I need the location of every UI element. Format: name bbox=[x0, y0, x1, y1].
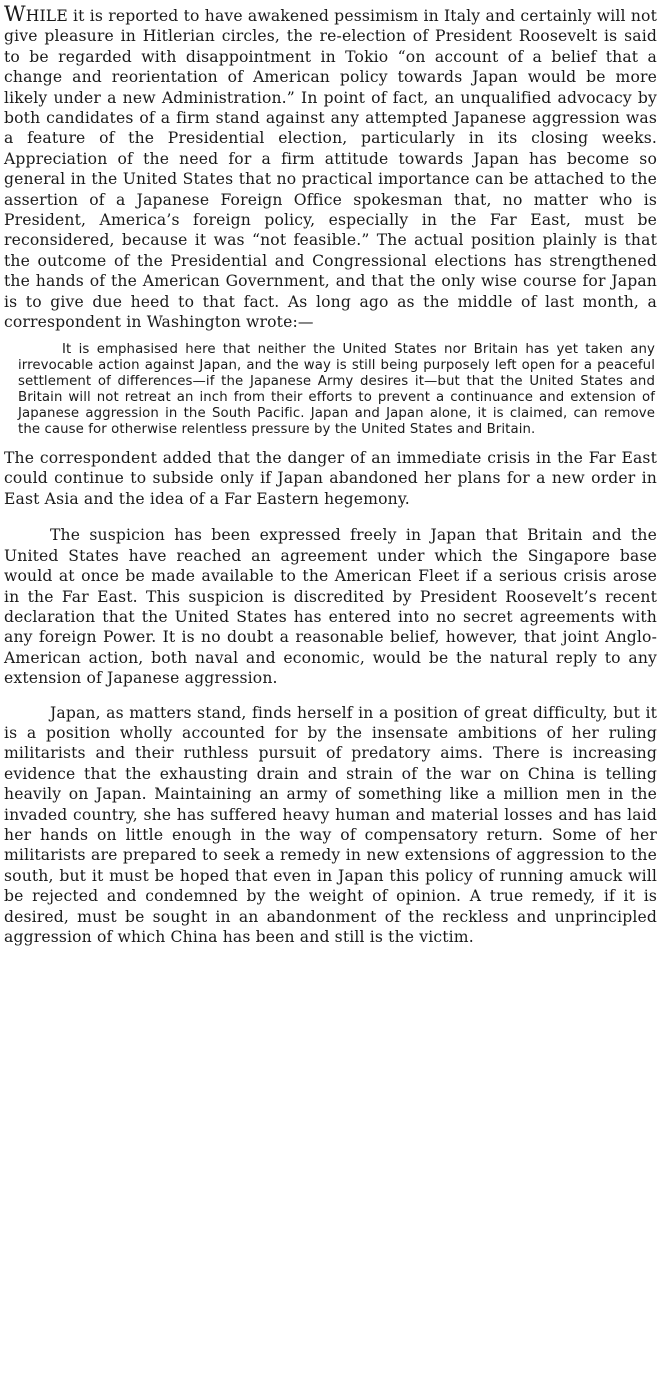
paragraph-suspicion: The suspicion has been expressed freely in Japan that Britain and the United States have reached an agreement under which the Singapore base would at once be made available to the American Fleet if a serious crisis arose in the Far East. This suspicion is discredited by President Roosevelt’s recent declaration that the United States has entered into no secret agreements with any foreign Power. It is no doubt a reasonable belief, however, that joint Anglo-American action, both naval and economic, would be the natural reply to any extension of Japanese aggression. bbox=[4, 526, 657, 688]
opening-paragraph: WHILE it is reported to have awakened pessimism in Italy and certainly will not give pleasure in Hitlerian circles, the re-election of President Roosevelt is said to be regarded with disappointment in Tokio “on account of a belief that a change and reorientation of American policy towards Japan would be more likely under a new Administration.” In point of fact, an unqualified advocacy by both candidates of a firm stand against any attempted Japanese aggression was a feature of the Presidential election, particularly in its closing weeks. Appreciation of the need for a firm attitude towards Japan has become so general in the United States that no practical importance can be attached to the assertion of a Japanese Foreign Office spokesman that, no matter who is President, America’s foreign policy, especially in the Far East, must be reconsidered, because it was “not feasible.” The actual position plainly is that the outcome of the Presidential and Congressional elections has strengthened the hands of the American Government, and that the only wise course for Japan is to give due heed to that fact. As long ago as the middle of last month, a correspondent in Washington wrote:— bbox=[4, 2, 657, 332]
paragraph-japan-difficulty: Japan, as matters stand, finds herself in a position of great difficulty, but it is a position wholly accounted for by the insensate ambitions of her ruling militarists and their ruthless pursuit of predatory aims. There is increasing evidence that the exhausting drain and strain of the war on China is telling heavily on Japan. Maintaining an army of something like a million men in the invaded country, she has suffered heavy human and material losses and has laid her hands on little enough in the way of compensatory return. Some of her militarists are prepared to seek a remedy in new extensions of aggression to the south, but it must be hoped that even in Japan this policy of running amuck will be rejected and condemned by the weight of opinion. A true remedy, if it is desired, must be sought in an abandonment of the reckless and unprincipled aggression of which China has been and still is the victim. bbox=[4, 703, 657, 946]
quoted-dispatch: It is emphasised here that neither the United States nor Britain has yet taken any irrevocable action against Japan, and the way is still being purposely left open for a peaceful settlement of differences—if the Japanese Army desires it—but that the United States and Britain will not retreat an inch from their efforts to prevent a continuance and extension of Japanese aggression in the South Pacific. Japan and Japan alone, it is claimed, can remove the cause for otherwise relentless pressure by the United States and Britain. bbox=[18, 341, 655, 437]
paragraph-correspondent: The correspondent added that the danger of an immediate crisis in the Far East could continue to subside only if Japan abandoned her plans for a new order in East Asia and the idea of a Far Eastern hegemony. bbox=[4, 449, 657, 508]
